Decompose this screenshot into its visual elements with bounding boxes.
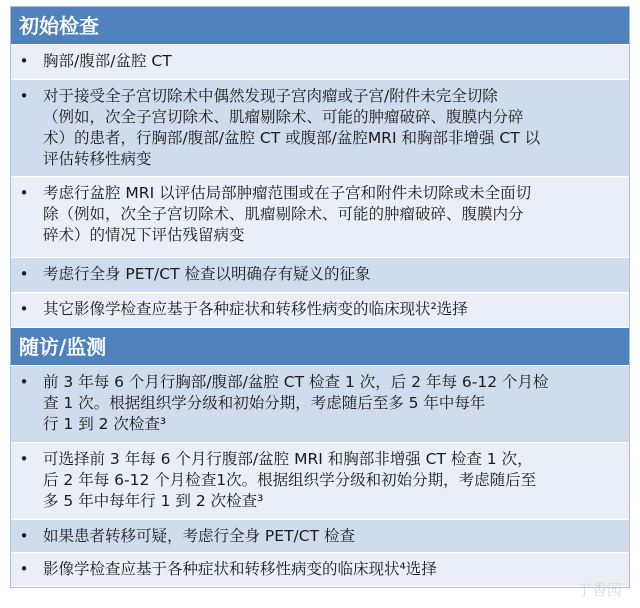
bullet-icon: •	[19, 300, 29, 318]
list-item	[11, 553, 629, 587]
item-text: 可选择前 3 年每 6 个月行腹部/盆腔 MRI 和胸部非增强 CT 检查 1 次， 后 2 年每 6-12 个月检查1次。根据组织学分级和初始分期，考虑随后至 多 5 年中每年行 1 到 2 次检查³	[43, 450, 537, 510]
guideline-table	[10, 6, 630, 588]
watermark-logo: 丁香园	[576, 581, 622, 599]
bullet-icon: •	[19, 450, 29, 468]
list-item	[11, 258, 629, 293]
bullet-icon: •	[19, 52, 29, 70]
section-header-followup: 随访/监测	[11, 328, 629, 366]
item-text: 对于接受全子宫切除术中偶然发现子宫肉瘤或子宫/附件未完全切除 （例如，次全子宫切除术、肌瘤剔除术、可能的肿瘤破碎、腹膜内分碎 术）的患者，行胸部/腹部/盆腔 CT 或腹部/盆腔MRI 和胸部非增强 CT 以 评估转移性病变	[43, 87, 541, 168]
item-text: 考虑行盆腔 MRI 以评估局部肿瘤范围或在子宫和附件未切除或未全面切 除（例如，次全子宫切除术、肌瘤剔除术、可能的肿瘤破碎、腹膜内分 碎术）的情况下评估残留病变	[43, 184, 532, 244]
bullet-icon: •	[19, 87, 29, 105]
bullet-icon: •	[19, 184, 29, 202]
bullet-icon: •	[19, 373, 29, 391]
item-text: 其它影像学检查应基于各种症状和转移性病变的临床现状²选择	[43, 300, 468, 318]
list-item	[11, 45, 629, 80]
bullet-icon: •	[19, 265, 29, 283]
list-item	[11, 520, 629, 553]
list-item	[11, 177, 629, 258]
list-item	[11, 366, 629, 443]
section-header-initial-exam: 初始检查	[11, 7, 629, 45]
item-text: 前 3 年每 6 个月行胸部/腹部/盆腔 CT 检查 1 次，后 2 年每 6-12 个月检 查 1 次。根据组织学分级和初始分期，考虑随后至多 5 年中每年 行 1 到 2 次检查³	[43, 373, 549, 433]
item-text: 影像学检查应基于各种症状和转移性病变的临床现状⁴选择	[43, 560, 437, 578]
bullet-icon: •	[19, 560, 29, 578]
list-item	[11, 293, 629, 328]
list-item	[11, 80, 629, 177]
bullet-icon: •	[19, 527, 29, 545]
item-text: 如果患者转移可疑，考虑行全身 PET/CT 检查	[43, 527, 355, 545]
item-text: 考虑行全身 PET/CT 检查以明确存有疑义的征象	[43, 265, 371, 283]
list-item	[11, 443, 629, 520]
item-text: 胸部/腹部/盆腔 CT	[43, 52, 172, 70]
